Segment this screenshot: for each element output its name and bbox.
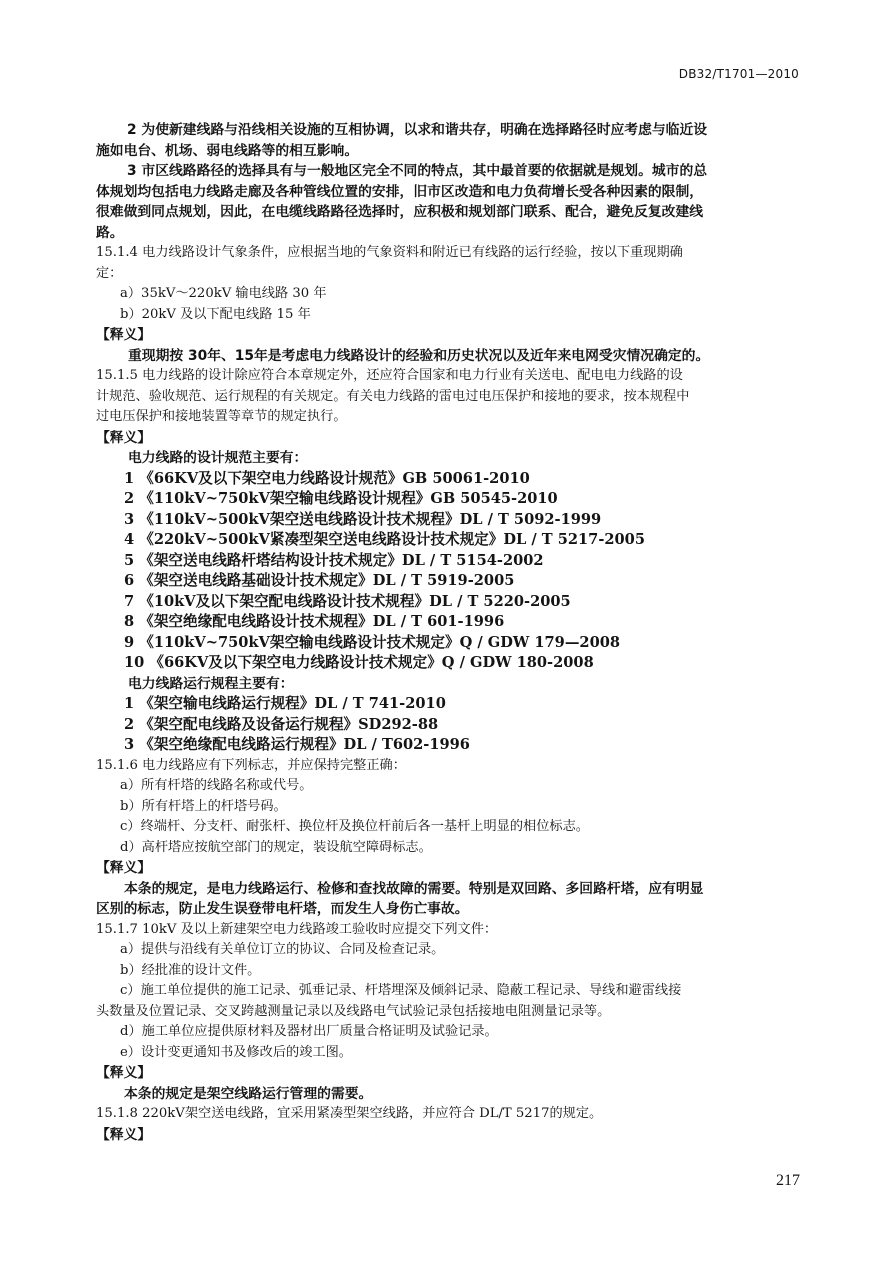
text-line: a）35kV～220kV 输电线路 30 年 xyxy=(120,286,327,301)
document-code: DB32/T1701—2010 xyxy=(678,67,799,81)
clause-line: 15.1.7 10kV 及以上新建架空电力线路竣工验收时应提交下列文件： xyxy=(96,921,498,937)
text-line: 计规范、验收规范、运行规程的有关规定。有关电力线路的雷电过电压保护和接地的要求，按本规程中 xyxy=(96,388,690,404)
text-line: b）经批准的设计文件。 xyxy=(120,962,261,978)
clause-line: 15.1.6 电力线路应有下列标志，并应保持完整正确： xyxy=(96,757,406,773)
commentary-line: 电力线路运行规程主要有： xyxy=(128,675,294,692)
commentary-line: 重现期按 30年、15年是考虑电力线路设计的经验和历史状况以及近年来电网受灾情况确定的。 xyxy=(128,347,710,364)
standard-list-item: 3 《110kV~500kV架空送电线路设计技术规程》DL / T 5092-1999 xyxy=(124,510,602,528)
text-line: b）所有杆塔上的杆塔号码。 xyxy=(120,798,287,814)
commentary-heading: 【释义】 xyxy=(96,860,152,876)
commentary-heading: 【释义】 xyxy=(96,429,152,446)
commentary-line: 很难做到同点规划，因此，在电缆线路路径选择时，应积极和规划部门联系、配合，避免反复改建线 xyxy=(96,204,704,220)
standard-list-item: 2 《架空配电线路及设备运行规程》SD292-88 xyxy=(124,715,439,733)
commentary-line: 本条的规定，是电力线路运行、检修和查找故障的需要。特别是双回路、多回路杆塔，应有明显 xyxy=(124,880,704,897)
document-body xyxy=(96,120,798,1145)
commentary-line: 本条的规定是架空线路运行管理的需要。 xyxy=(124,1085,373,1102)
text-line: d）高杆塔应按航空部门的规定，装设航空障碍标志。 xyxy=(120,839,432,855)
standard-list-item: 5 《架空送电线路杆塔结构设计技术规定》DL / T 5154-2002 xyxy=(124,551,544,569)
standard-list-item: 7 《10kV及以下架空配电线路设计技术规程》DL / T 5220-2005 xyxy=(124,592,571,610)
standard-list-item: 2 《110kV~750kV架空输电线路设计规程》GB 50545-2010 xyxy=(124,490,558,507)
clause-line: 15.1.8 220kV架空送电线路，宜采用紧凑型架空线路，并应符合 DL/T 5217的规定。 xyxy=(96,1106,603,1121)
commentary-line: 体规划均包括电力线路走廊及各种管线位置的安排，旧市区改造和电力负荷增长受各种因素的限制， xyxy=(96,183,704,200)
standard-list-item: 3 《架空绝缘配电线路运行规程》DL / T602-1996 xyxy=(124,736,470,753)
commentary-line: 施如电台、机场、弱电线路等的相互影响。 xyxy=(96,142,359,159)
standard-list-item: 8 《架空绝缘配电线路设计技术规程》DL / T 601-1996 xyxy=(124,613,505,630)
text-line: c）施工单位提供的施工记录、弧垂记录、杆塔埋深及倾斜记录、隐蔽工程记录、导线和避雷线接 xyxy=(120,983,682,998)
page-number: 217 xyxy=(776,1172,800,1189)
text-line: e）设计变更通知书及修改后的竣工图。 xyxy=(120,1044,352,1060)
clause-line: 15.1.4 电力线路设计气象条件，应根据当地的气象资料和附近已有线路的运行经验，按以下重现期确 xyxy=(96,245,683,260)
standard-list-item: 1 《架空输电线路运行规程》DL / T 741-2010 xyxy=(124,695,446,712)
text-line: 头数量及位置记录、交叉跨越测量记录以及线路电气试验记录包括接地电阻测量记录等。 xyxy=(96,1003,611,1019)
commentary-heading: 【释义】 xyxy=(96,1126,152,1143)
text-line: a）提供与沿线有关单位订立的协议、合同及检查记录。 xyxy=(120,942,445,957)
commentary-heading: 【释义】 xyxy=(96,1065,152,1081)
text-line: a）所有杆塔的线路名称或代号。 xyxy=(120,778,313,793)
text-line: c）终端杆、分支杆、耐张杆、换位杆及换位杆前后各一基杆上明显的相位标志。 xyxy=(120,819,589,834)
commentary-line: 区别的标志，防止发生误登带电杆塔，而发生人身伤亡事故。 xyxy=(96,901,469,917)
commentary-line: 电力线路的设计规范主要有： xyxy=(128,450,308,466)
commentary-line: 3 市区线路路径的选择具有与一般地区完全不同的特点，其中最首要的依据就是规划。城市的总 xyxy=(127,163,708,179)
commentary-line: 2 为使新建线路与沿线相关设施的互相协调，以求和谐共存，明确在选择路径时应考虑与临近设 xyxy=(127,122,708,138)
standard-list-item: 10 《66KV及以下架空电力线路设计技术规定》Q / GDW 180-2008 xyxy=(124,654,594,671)
standard-list-item: 4 《220kV~500kV紧凑型架空送电线路设计技术规定》DL / T 5217-2005 xyxy=(124,531,645,548)
text-line: d）施工单位应提供原材料及器材出厂质量合格证明及试验记录。 xyxy=(120,1024,498,1039)
commentary-heading: 【释义】 xyxy=(96,327,152,343)
standard-list-item: 6 《架空送电线路基础设计技术规定》DL / T 5919-2005 xyxy=(124,572,515,589)
clause-line: 15.1.5 电力线路的设计除应符合本章规定外，还应符合国家和电力行业有关送电、配电电力线路的设 xyxy=(96,368,683,383)
text-line: 过电压保护和接地装置等章节的规定执行。 xyxy=(96,409,347,424)
text-line: b）20kV 及以下配电线路 15 年 xyxy=(120,306,311,322)
standard-list-item: 9 《110kV~750kV架空输电线路设计技术规定》Q / GDW 179—2008 xyxy=(124,633,621,651)
text-line: 定： xyxy=(96,265,123,281)
standard-list-item: 1 《66KV及以下架空电力线路设计规范》GB 50061-2010 xyxy=(124,469,530,487)
commentary-line: 路。 xyxy=(96,224,124,241)
